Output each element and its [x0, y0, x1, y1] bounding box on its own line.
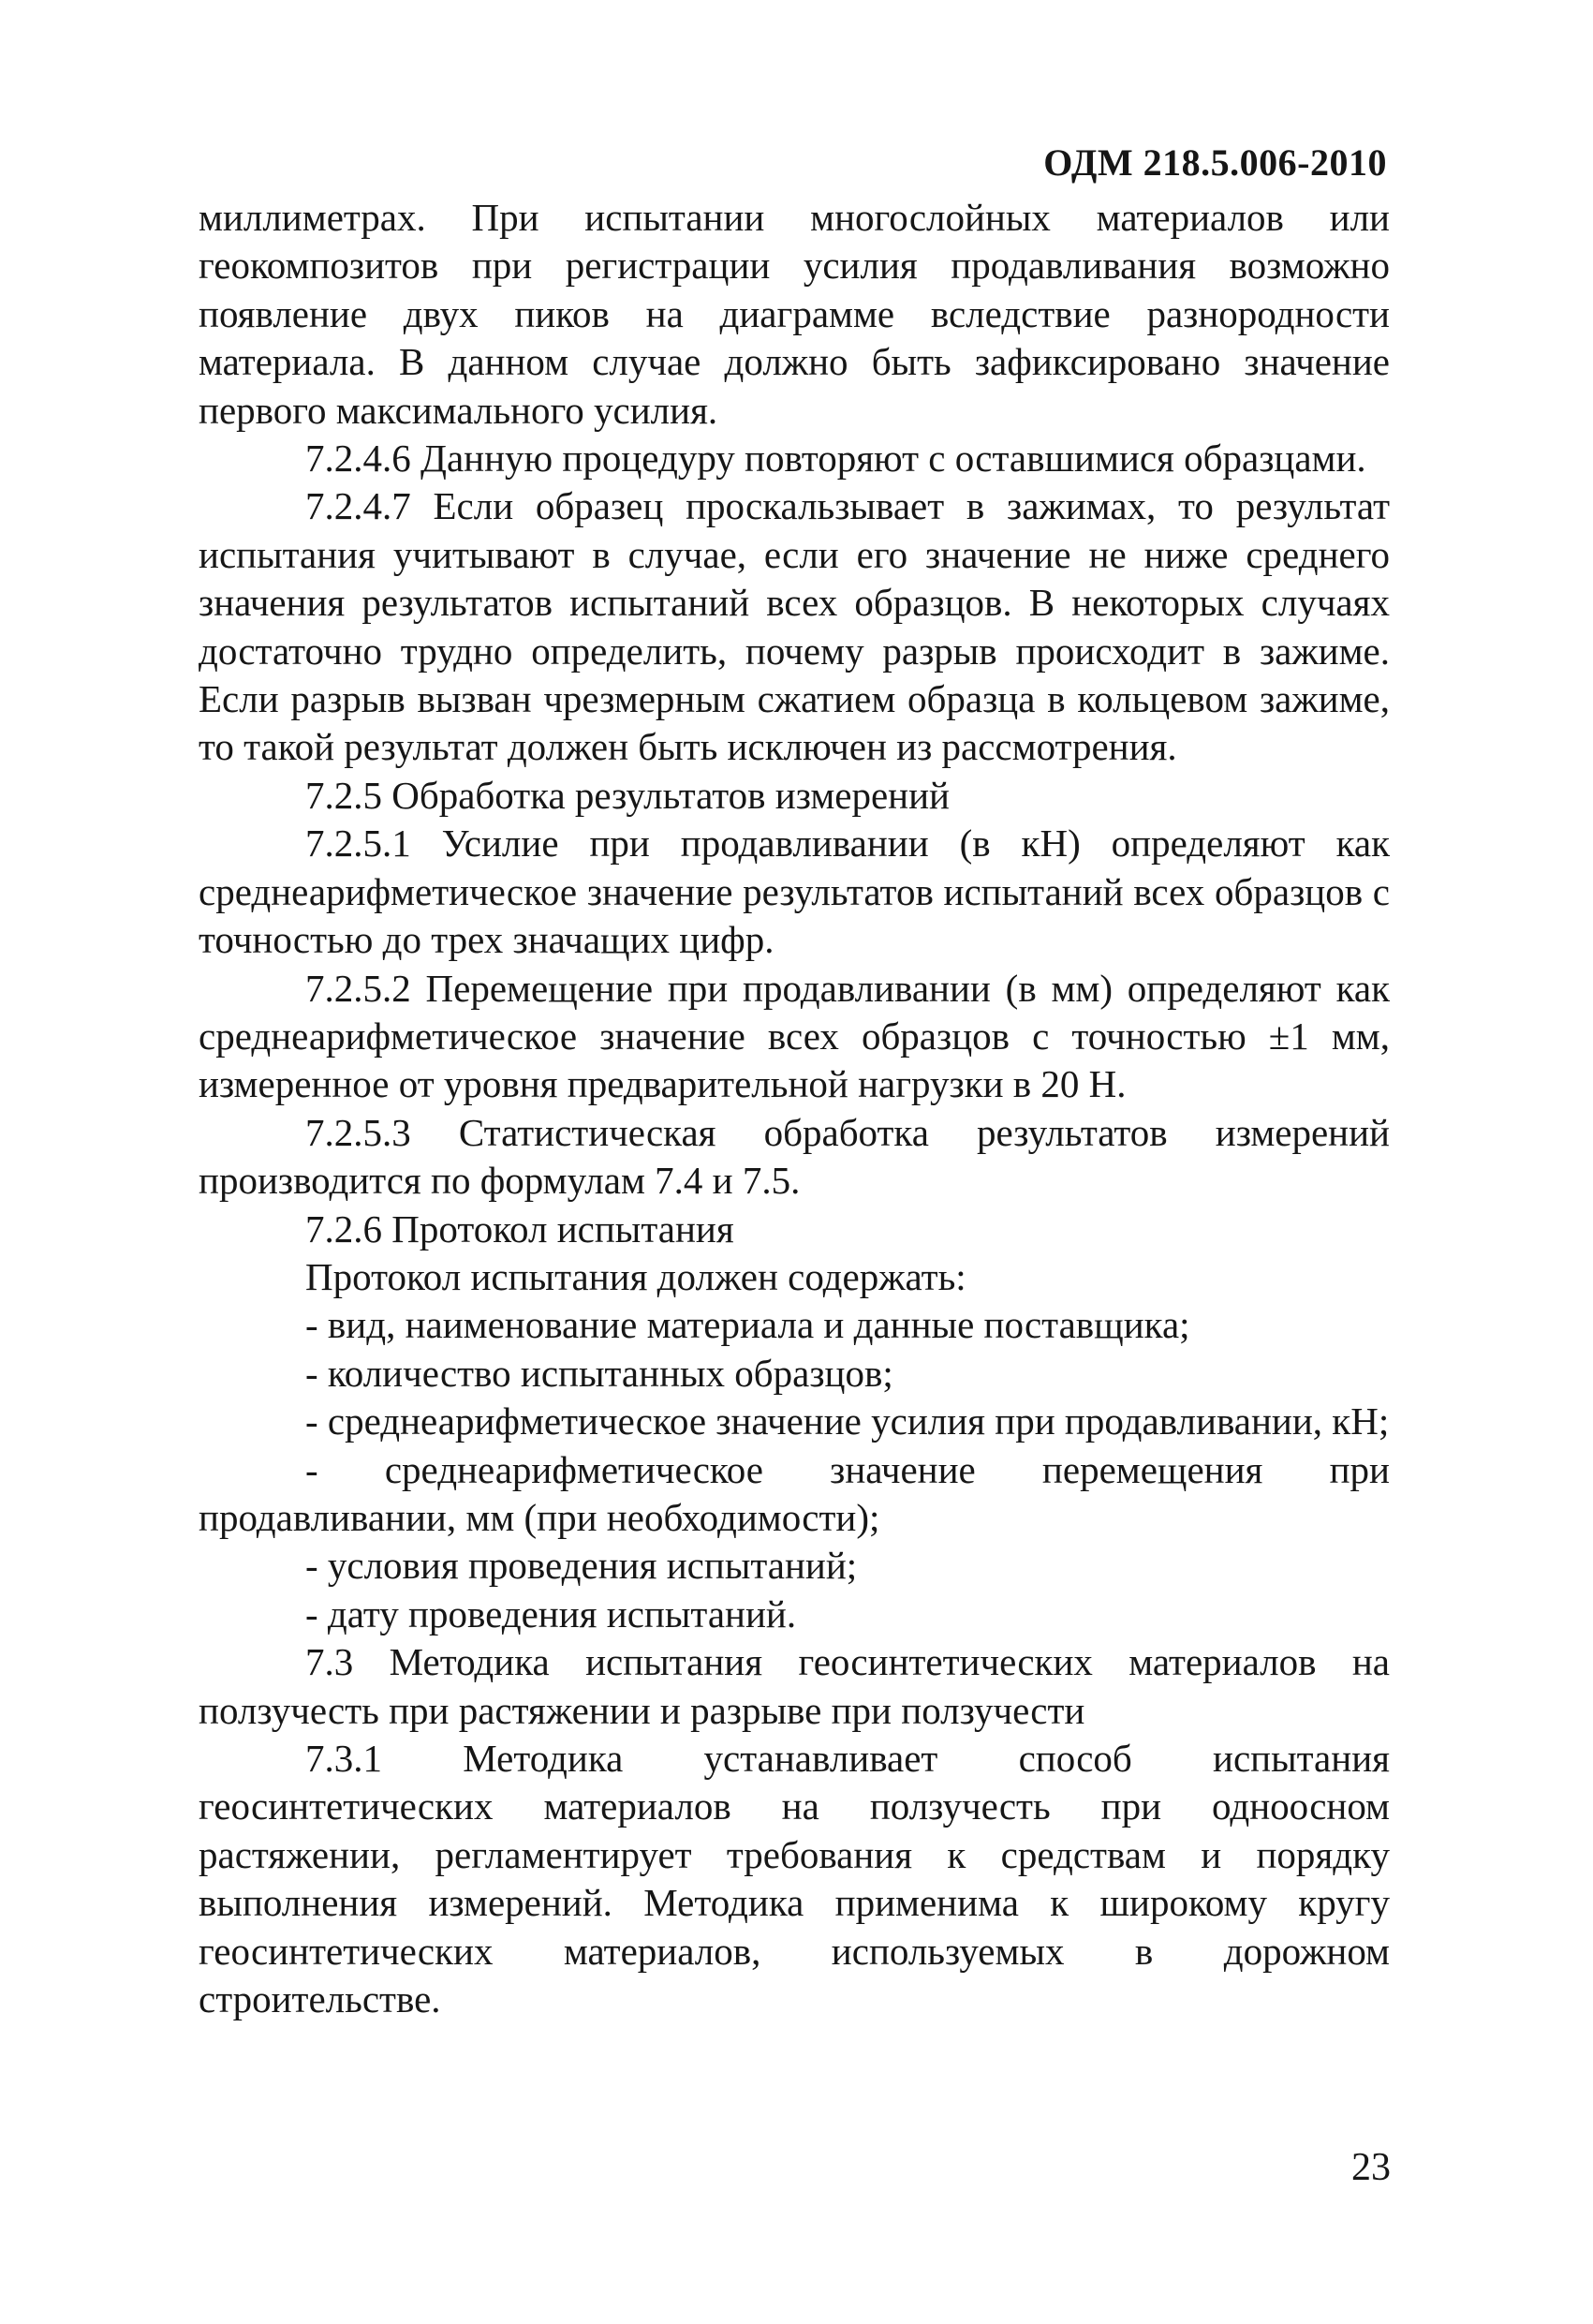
- section-heading-7-2-6: 7.2.6 Протокол испытания: [305, 1206, 734, 1251]
- paragraph-7-3-1: 7.3.1 Методика устанавливает способ испытания геосинтетических материалов на ползучесть при одноосном растяжении, регламентирует требования к средствам и порядку выполнения измерений. Методика применима к широкому кругу геосинтетических материалов, используемых в дорожном строительстве.: [199, 1737, 1390, 2021]
- list-item: - количество испытанных образцов;: [305, 1351, 893, 1395]
- paragraph-continuation: миллиметрах. При испытании многослойных материалов или геокомпозитов при регистрации усилия продавливания возможно появление двух пиков на диаграмме вследствие разнородности материала. В данном случае должно быть зафиксировано значение первого максимального усилия.: [199, 196, 1390, 432]
- page-body: [199, 194, 1390, 2023]
- list-item: - условия проведения испытаний;: [305, 1544, 858, 1588]
- list-item: - вид, наименование материала и данные поставщика;: [305, 1303, 1190, 1347]
- document-code: ОДМ 218.5.006-2010: [1043, 141, 1387, 184]
- list-item: - среднеарифметическое значение усилия при продавливании, кН;: [305, 1399, 1390, 1443]
- paragraph-7-2-5-1: 7.2.5.1 Усилие при продавливании (в кН) определяют как среднеарифметическое значение результатов испытаний всех образцов с точностью до трех значащих цифр.: [199, 822, 1390, 962]
- list-item: - дату проведения испытаний.: [305, 1591, 797, 1636]
- paragraph-7-2-5-2: 7.2.5.2 Перемещение при продавливании (в мм) определяют как среднеарифметическое значение всех образцов с точностью ±1 мм, измеренное от уровня предварительной нагрузки в 20 Н.: [199, 966, 1390, 1106]
- paragraph-7-2-4-6: 7.2.4.6 Данную процедуру повторяют с оставшимися образцами.: [305, 437, 1366, 481]
- list-item: - среднеарифметическое значение перемещения при продавливании, мм (при необходимости);: [199, 1447, 1390, 1539]
- page-number: 23: [1351, 2146, 1391, 2189]
- protocol-intro: Протокол испытания должен содержать:: [305, 1254, 966, 1298]
- section-heading-7-3: 7.3 Методика испытания геосинтетических материалов на ползучесть при растяжении и разрыве при ползучести: [199, 1640, 1390, 1732]
- paragraph-7-2-5-3: 7.2.5.3 Статистическая обработка результатов измерений производится по формулам 7.4 и 7.5.: [199, 1110, 1390, 1203]
- paragraph-7-2-4-7: 7.2.4.7 Если образец проскальзывает в зажимах, то результат испытания учитывают в случае, если его значение не ниже среднего значения результатов испытаний всех образцов. В некоторых случаях достаточно трудно определить, почему разрыв происходит в зажиме. Если разрыв вызван чрезмерным сжатием образца в кольцевом зажиме, то такой результат должен быть исключен из рассмотрения.: [199, 484, 1390, 769]
- section-heading-7-2-5: 7.2.5 Обработка результатов измерений: [305, 773, 950, 817]
